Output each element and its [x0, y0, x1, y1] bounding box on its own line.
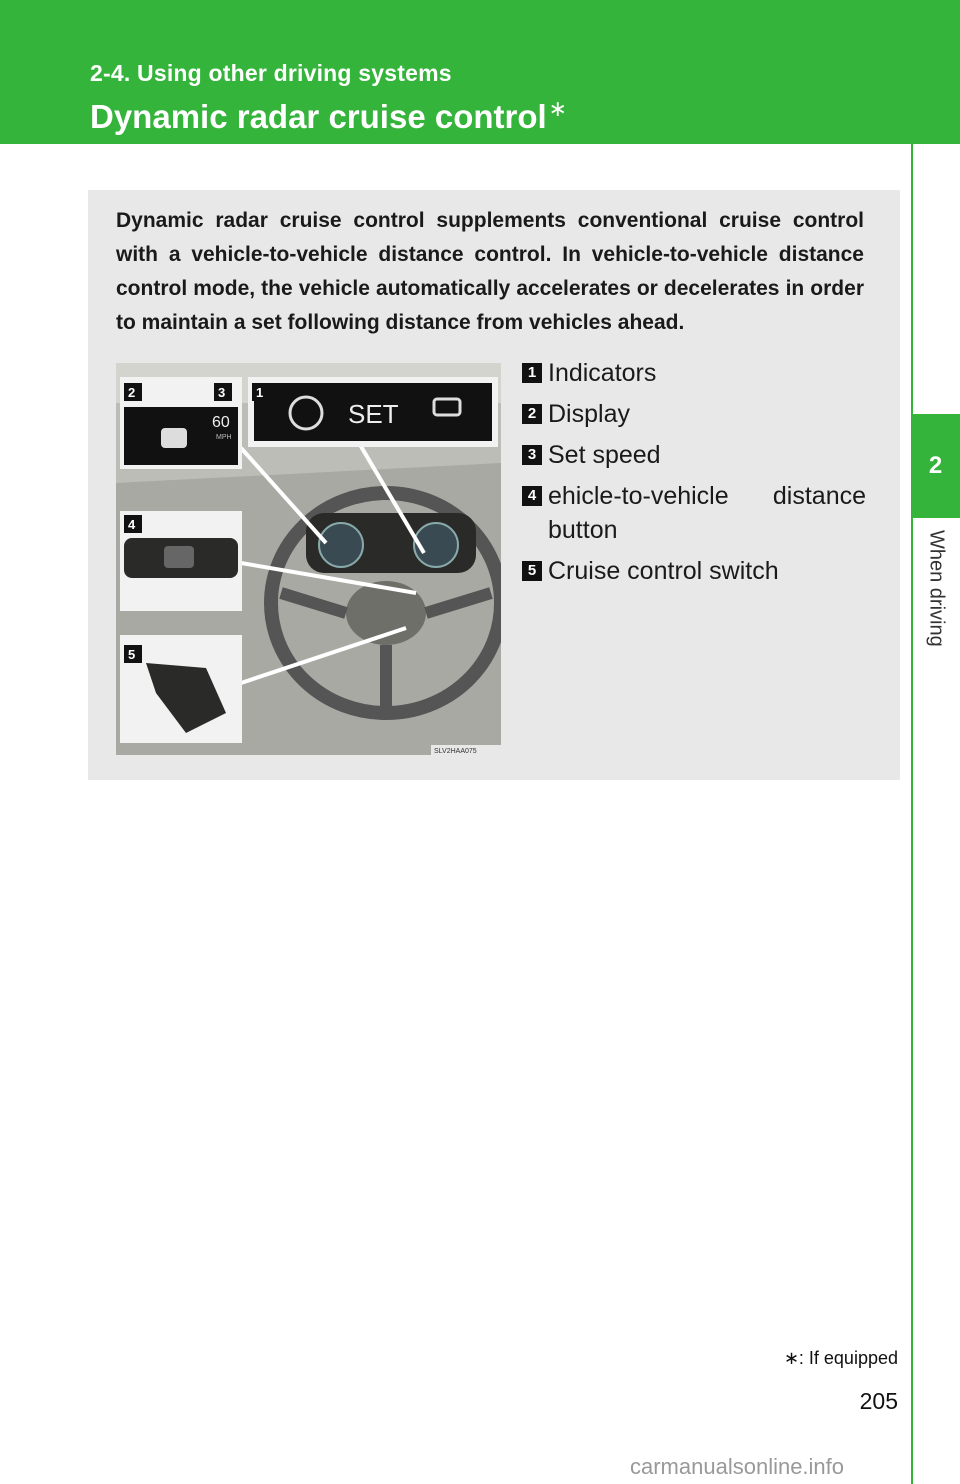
- callout-4: 4: [128, 517, 136, 532]
- callout-5: 5: [128, 647, 136, 662]
- cockpit-illustration: [116, 363, 501, 755]
- legend-number: 2: [522, 404, 542, 424]
- page-title-text: Dynamic radar cruise control: [90, 98, 547, 135]
- legend-number: 4: [522, 486, 542, 506]
- distance-button: [164, 546, 194, 568]
- callout-3: 3: [218, 385, 226, 400]
- callout-1: 1: [256, 385, 264, 400]
- legend-label: Set speed: [548, 441, 661, 469]
- chapter-label: When driving: [925, 530, 948, 647]
- legend-label: Display: [548, 400, 630, 428]
- set-indicator: SET: [348, 399, 399, 429]
- legend-item: [522, 397, 866, 431]
- legend-item: [522, 554, 866, 588]
- left-gauge: [319, 523, 363, 567]
- display-unit: MPH: [216, 434, 232, 441]
- intro-box: [88, 190, 900, 780]
- legend-item: [522, 438, 866, 472]
- intro-paragraph: Dynamic radar cruise control supplements conventional cruise control with a vehicle-to-vehicle distance control. In vehicle-to-vehicle distance control mode, the vehicle automatically accelerates or decelerates in order to maintain a set following distance from vehicles ahead.: [116, 209, 864, 334]
- legend-label: ehicle-to-vehicle distance button: [548, 482, 866, 544]
- page-number: 205: [859, 1388, 898, 1414]
- chapter-tab[interactable]: [911, 414, 960, 518]
- chapter-number: 2: [928, 452, 943, 479]
- section-title: 2-4. Using other driving systems: [90, 60, 452, 86]
- legend-item: [522, 479, 866, 547]
- footnote: ∗: If equipped: [783, 1348, 898, 1368]
- vehicle-ahead-icon: [161, 428, 187, 448]
- side-rule: [911, 144, 913, 1484]
- legend-number: 5: [522, 561, 542, 581]
- legend-item: [522, 356, 866, 390]
- cockpit-drawing: [116, 363, 501, 755]
- page-title: [90, 96, 567, 136]
- legend-label: Cruise control switch: [548, 557, 779, 585]
- figure-legend: [522, 356, 866, 595]
- equipped-mark: ∗: [548, 96, 568, 121]
- callout-2: 2: [128, 385, 136, 400]
- watermark[interactable]: carmanualsonline.info: [630, 1454, 845, 1479]
- display-speed: 60: [212, 414, 230, 431]
- figure-code: SLV2HAA075: [434, 748, 477, 755]
- chapter-header: [0, 0, 960, 144]
- legend-label: Indicators: [548, 359, 657, 387]
- legend-number: 1: [522, 363, 542, 383]
- legend-number: 3: [522, 445, 542, 465]
